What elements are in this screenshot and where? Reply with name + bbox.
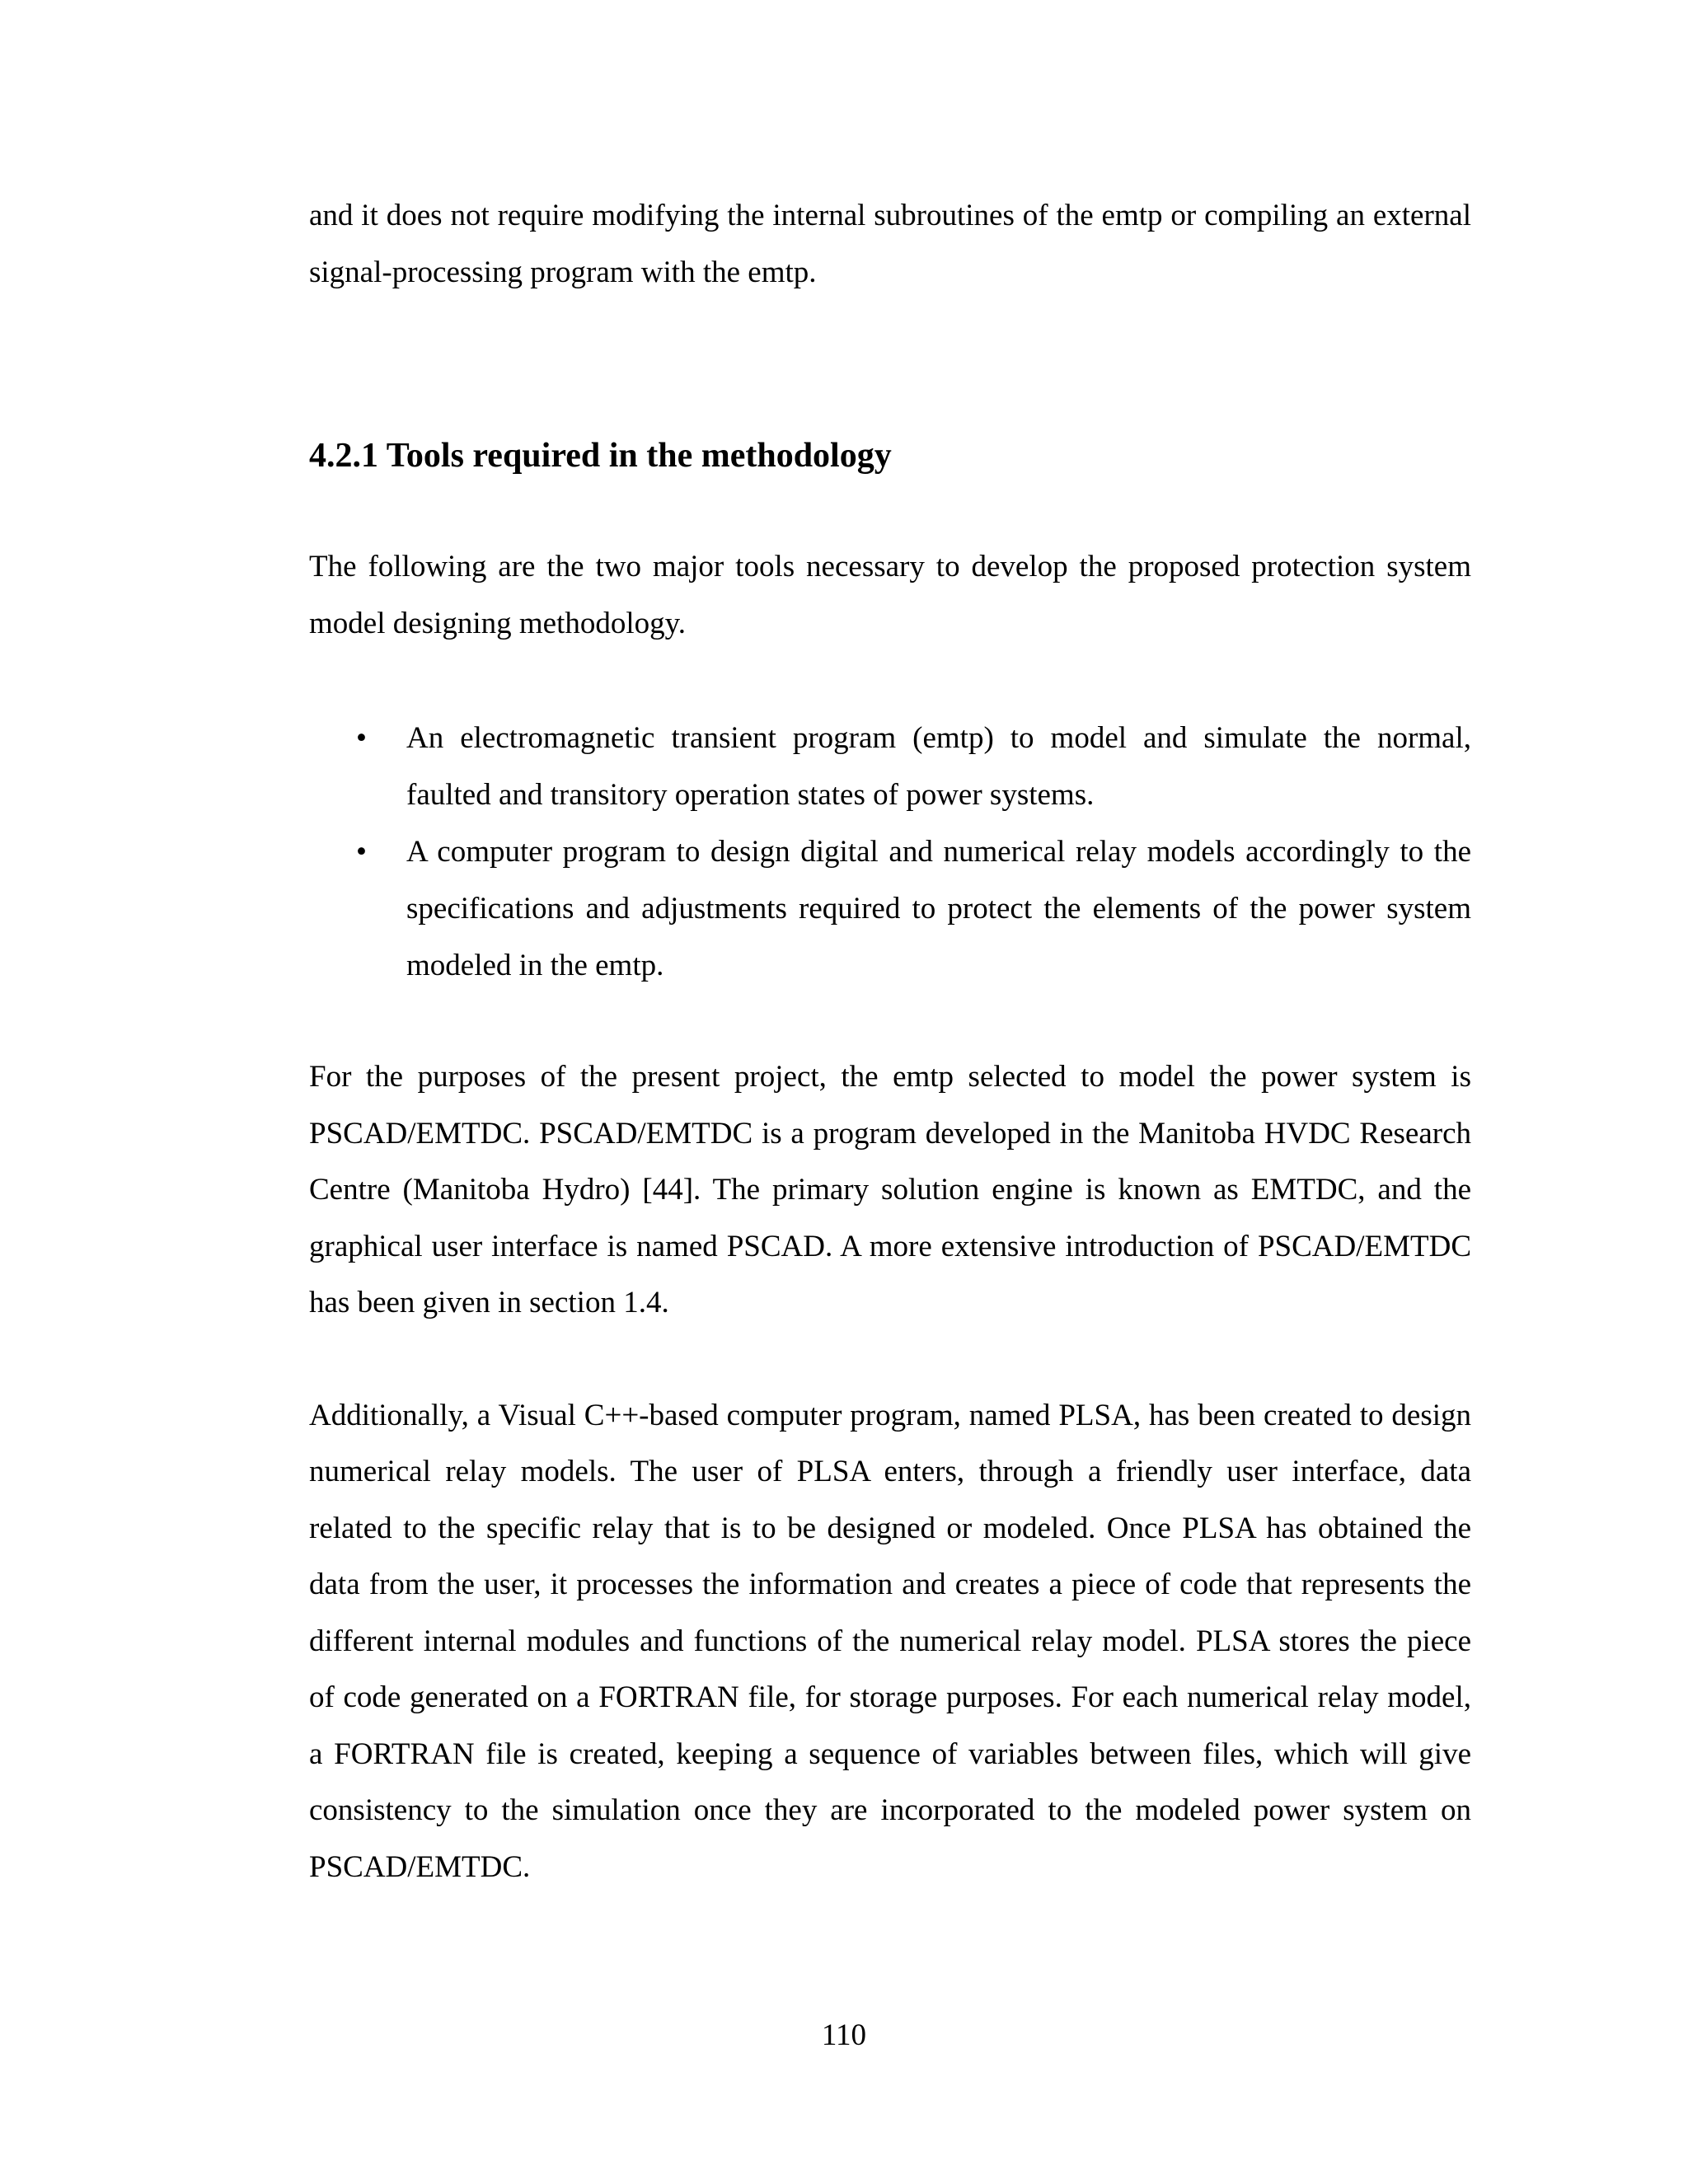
bullet-item-emtp bbox=[309, 710, 1471, 823]
paragraph-intro: and it does not require modifying the internal subroutines of the emtp or compiling an external signal-processing program with the emtp. bbox=[309, 199, 1471, 289]
bullet-text-emtp: An electromagnetic transient program (emtp) to model and simulate the normal, faulted and transitory operation states of power systems. bbox=[406, 721, 1471, 812]
page-number: 110 bbox=[821, 2018, 867, 2052]
tools-bullet-list bbox=[309, 710, 1471, 994]
bullet-icon: • bbox=[356, 835, 367, 869]
bullet-icon: • bbox=[356, 721, 367, 755]
bullet-text-relay-program: A computer program to design digital and numerical relay models accordingly to the specifications and adjustments required to protect the elements of the power system modeled in the emtp. bbox=[406, 835, 1471, 982]
section-heading: 4.2.1 Tools required in the methodology bbox=[309, 437, 892, 475]
paragraph-tools: The following are the two major tools necessary to develop the proposed protection system model designing methodology. bbox=[309, 550, 1471, 640]
paragraph-plsa: Additionally, a Visual C++-based computer program, named PLSA, has been created to design numerical relay models. The user of PLSA enters, through a friendly user interface, data related to the specific relay that is to be designed or modeled. Once PLSA has obtained the data from the user, it processes the information and creates a piece of code that represents the different internal modules and functions of the numerical relay model. PLSA stores the piece of code generated on a FORTRAN file, for storage purposes. For each numerical relay model, a FORTRAN file is created, keeping a sequence of variables between files, which will give consistency to the simulation once they are incorporated to the modeled power system on PSCAD/EMTDC. bbox=[309, 1398, 1471, 1884]
page-body bbox=[309, 188, 1471, 1896]
bullet-item-relay-program bbox=[309, 823, 1471, 994]
paragraph-pscad: For the purposes of the present project, the emtp selected to model the power system is PSCAD/EMTDC. PSCAD/EMTDC is a program developed in the Manitoba HVDC Research Centre (Manitoba Hydro) [44]. The primary solution engine is known as EMTDC, and the graphical user interface is named PSCAD. A more extensive introduction of PSCAD/EMTDC has been given in section 1.4. bbox=[309, 1060, 1471, 1319]
